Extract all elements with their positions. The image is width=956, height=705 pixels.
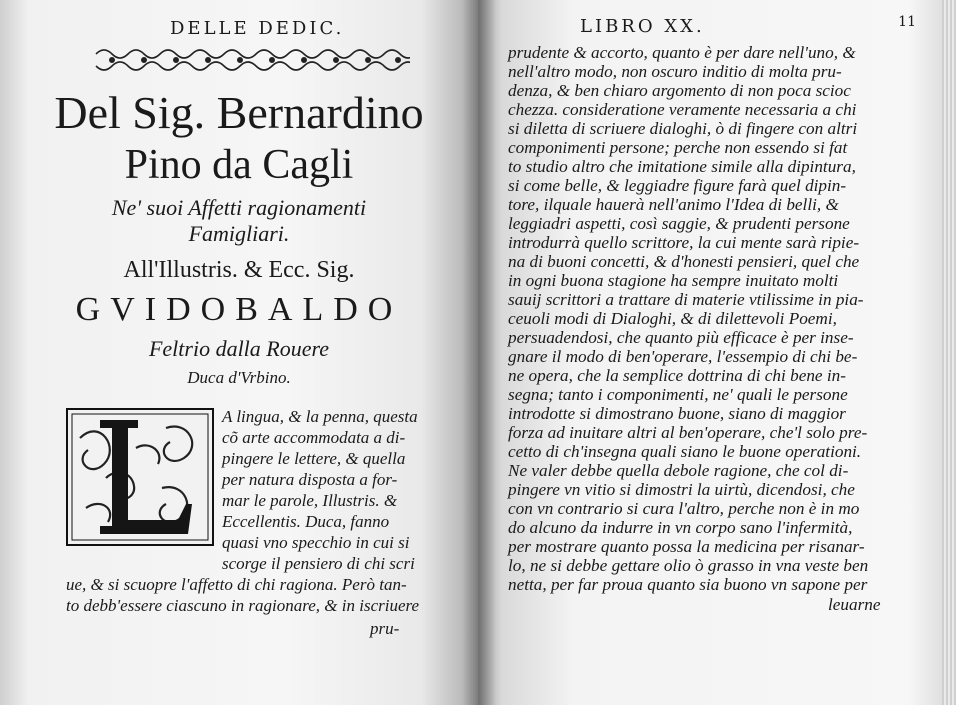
- catchword-right: leuarne: [828, 595, 881, 614]
- left-body-line-3: pingere le lettere, & quella: [222, 449, 406, 468]
- right-body-line-2: nell'altro modo, non oscuro inditio di molta pru-: [508, 62, 842, 81]
- left-body-line-5: mar le parole, Illustris. &: [222, 491, 398, 510]
- right-body-line-3: denza, & ben chiaro argomento di non poca scioc: [508, 81, 851, 100]
- title-line-3: Ne' suoi Affetti ragionamenti: [111, 195, 367, 220]
- right-body-line-21: forza ad inuitare altri al ben'operare, che'l solo pre-: [508, 423, 868, 442]
- right-body-line-4: chezza. consideratione veramente necessaria a chi: [508, 100, 857, 119]
- left-body-line-10: to debb'essere ciascuno in ragionare, & in iscriuere: [66, 596, 420, 615]
- right-body-line-11: introdurrà quello scrittore, la cui mente sarà ripie-: [508, 233, 860, 252]
- right-body-line-15: ceuoli modi di Dialoghi, & di dilettevoli Poemi,: [508, 309, 837, 328]
- right-body-line-9: tore, ilquale hauerà nell'animo l'Idea di belli, &: [508, 195, 839, 214]
- right-body-line-6: componimenti persone; perche non essendo si fat: [508, 138, 848, 157]
- left-body-line-9: ue, & si scuopre l'affetto di chi ragiona. Però tan-: [66, 575, 407, 594]
- right-body-line-22: cetto di ch'insegna quali siano le buone operationi.: [508, 442, 862, 461]
- left-body-line-1: A lingua, & la penna, questa: [222, 407, 418, 426]
- right-body-line-20: introdotte si dimostrano buone, siano di maggior: [508, 404, 846, 423]
- right-page: [478, 0, 956, 705]
- title-line-2: Pino da Cagli: [124, 142, 354, 188]
- right-body-line-17: gnare il modo di ben'operare, l'essempio di chi be-: [508, 347, 858, 366]
- right-body-line-18: ne opera, che la semplice dottrina di chi bene in-: [508, 366, 846, 385]
- right-body-line-27: per mostrare quanto possa la medicina per risanar-: [508, 537, 865, 556]
- dedicatee-title: Duca d'Vrbino.: [187, 368, 291, 387]
- page-number: 11: [898, 14, 916, 30]
- decorated-initial-icon: [66, 408, 214, 546]
- right-body-line-28: lo, ne si debbe gettare olio ò grasso in vna veste ben: [508, 556, 869, 575]
- floral-ornament-band-icon: [92, 46, 410, 74]
- left-body-line-6: Eccellentis. Duca, fanno: [222, 512, 390, 531]
- left-body-line-8: scorge il pensiero di chi scri: [222, 554, 415, 573]
- left-body-line-4: per natura disposta a for-: [222, 470, 398, 489]
- title-line-1: Del Sig. Bernardino: [54, 87, 424, 138]
- right-running-head: LIBRO XX.: [580, 16, 705, 37]
- right-body-line-14: sauij scrittori a trattare di materie vtilissime in pia-: [508, 290, 864, 309]
- dedicatee-name: GVIDOBALDO: [75, 291, 403, 328]
- right-body-line-16: persuadendosi, che quanto più efficace è per inse-: [508, 328, 854, 347]
- right-body-line-10: leggiadri aspetti, così saggie, & prudenti persone: [508, 214, 850, 233]
- dedicatee-family: Feltrio dalla Rouere: [148, 336, 330, 361]
- right-body-line-7: to studio altro che imitatione simile alla dipintura,: [508, 157, 856, 176]
- right-body-line-13: in ogni buona stagione ha sempre inuitato molti: [508, 271, 839, 290]
- right-body-line-24: pingere vn vitio si dimostri la uirtù, dicendosi, che: [508, 480, 855, 499]
- right-body-line-8: si come belle, & leggiadre figure farà quel dipin-: [508, 176, 847, 195]
- right-body-line-29: netta, per far proua quanto sia buono vn sapone per: [508, 575, 868, 594]
- title-line-4: Famigliari.: [188, 221, 290, 246]
- catchword-left: pru-: [370, 619, 400, 638]
- right-body-line-23: Ne valer debbe quella debole ragione, che col di-: [508, 461, 849, 480]
- left-body-line-2: cõ arte accommodata a di-: [222, 428, 406, 447]
- left-running-head: DELLE DEDIC.: [170, 18, 345, 39]
- dedication-line: All'Illustris. & Ecc. Sig.: [123, 257, 355, 283]
- right-body-line-19: segna; tanto i componimenti, ne' quali le persone: [508, 385, 848, 404]
- right-body-line-26: do alcuno da indurre in vn corpo sano l'infermità,: [508, 518, 853, 537]
- right-body-line-1: prudente & accorto, quanto è per dare nell'uno, &: [508, 43, 856, 62]
- right-body-line-12: na di buoni concetti, & d'honesti pensieri, quel che: [508, 252, 860, 271]
- right-body-line-25: con vn contrario si cura l'altro, perche non è in mo: [508, 499, 860, 518]
- page-edge: [942, 0, 956, 705]
- left-body-line-7: quasi vno specchio in cui si: [222, 533, 410, 552]
- right-body-line-5: si diletta di scriuere dialoghi, ò di fingere con altri: [508, 119, 858, 138]
